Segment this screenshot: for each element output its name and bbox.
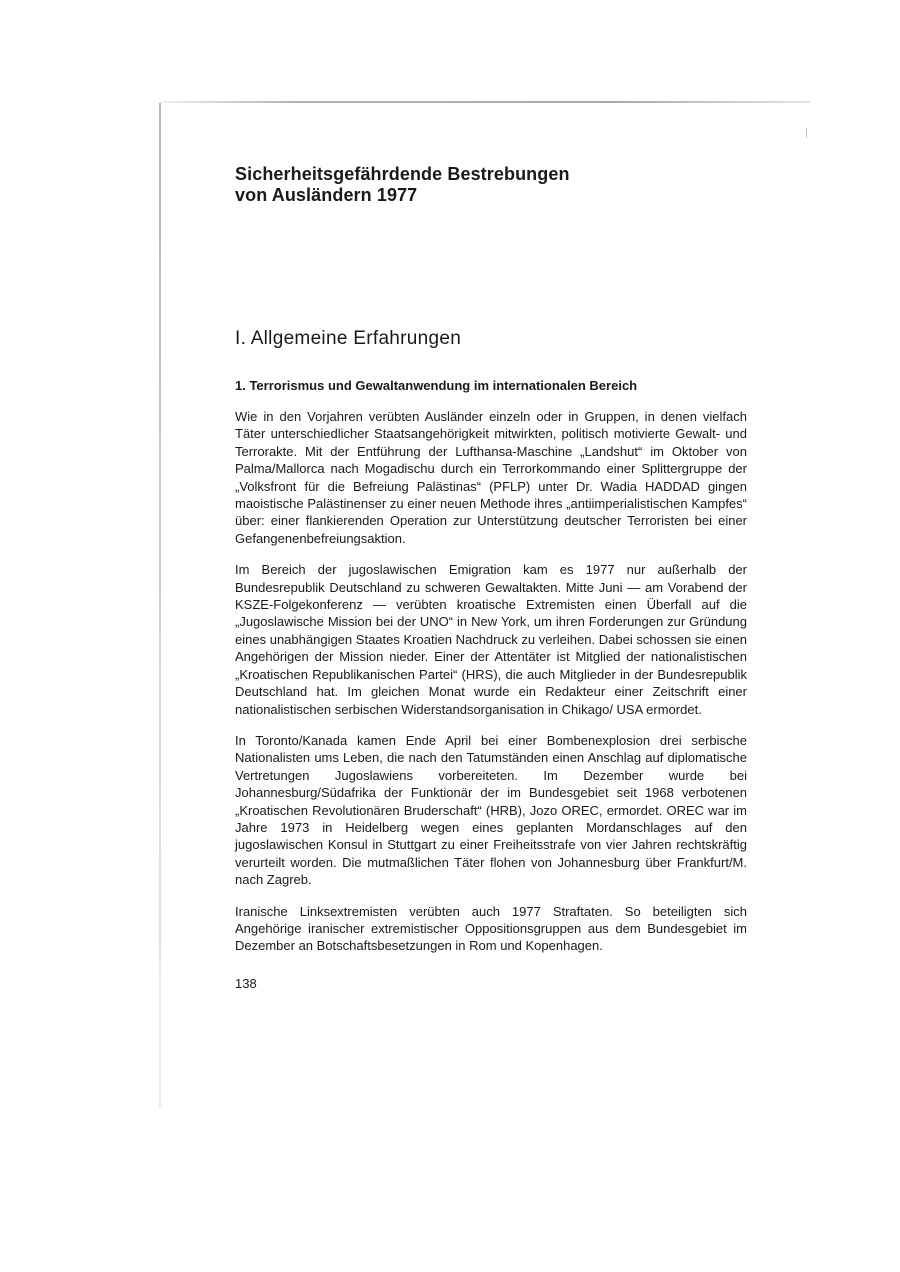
scan-edge-top [160,101,810,103]
page-content [235,164,747,992]
paragraph-terrorism: Wie in den Vorjahren verübten Ausländer einzeln oder in Gruppen, in denen vielfach Täter unterschiedlicher Staatsangehörigkeit mitwirkten, politisch motivierte Gewalt- und Terrorakte. Mit der Entführung der Lufthansa-Maschine „Landshut“ im Oktober von Palma/Mallorca nach Mogadischu durch ein Terrorkommando einer Splittergruppe der „Volksfront für die Befreiung Palästinas“ (PFLP) unter Dr. Wadia HADDAD gingen maoistische Palästinenser zu einer neuen Methode ihres „antiimperialistischen Kampfes“ über: einer flankierenden Operation zur Unterstützung deutscher Terroristen bei einer Gefangenenbefreiungsaktion. [235,409,747,546]
scan-edge-left [159,103,161,1108]
paragraph-yugoslav-emigration: Im Bereich der jugoslawischen Emigration kam es 1977 nur außerhalb der Bundesrepublik Deutschland zu schweren Gewaltakten. Mitte Juni — am Vorabend der KSZE-Folgekonferenz — verübten kroatische Extremisten einen Überfall auf die „Jugoslawische Mission bei der UNO“ in New York, um ihren Forderungen zur Gründung eines unabhängigen Staates Kroatien Nachdruck zu verleihen. Dabei schossen sie einen Angehörigen der Mission nieder. Einer der Attentäter ist Mitglied der nationalistischen „Kroatischen Republikanischen Partei“ (HRS), die auch Mitglieder in der Bundesrepublik Deutschland hat. Im gleichen Monat wurde ein Redakteur einer Zeitschrift einer nationalistischen serbischen Widerstandsorganisation in Chikago/ USA ermordet. [235,562,747,717]
paragraph-iranian-extremists: Iranische Linksextremisten verübten auch 1977 Straftaten. So beteiligten sich Angehörige iranischer extremistischer Oppositionsgruppen aus dem Bundesgebiet im Dezember an Botschaftsbesetzungen in Rom und Kopenhagen. [235,903,747,954]
section-heading: I. Allgemeine Erfahrungen [235,328,462,349]
scan-mark-right [806,128,807,138]
paragraph-toronto: In Toronto/Kanada kamen Ende April bei einer Bombenexplosion drei serbische Nationalisten ums Leben, die nach den Tatumständen einen Anschlag auf diplomatische Vertretungen Jugoslawiens vorbereiteten. Im Dezember wurde bei Johannesburg/Südafrika der Funktionär der im Bundesgebiet seit 1968 verbotenen „Kroatischen Revolutionären Bruderschaft“ (HRB), Jozo OREC, ermordet. OREC war im Jahre 1973 in Heidelberg wegen eines geplanten Mordanschlages auf den jugoslawischen Konsul in Stuttgart zu einer Freiheitsstrafe von vier Jahren rechtskräftig verurteilt worden. Die mutmaßlichen Täter flohen von Johannesburg über Frankfurt/M. nach Zagreb. [235,732,747,888]
page-number: 138 [235,975,257,991]
subsection-heading: 1. Terrorismus und Gewaltanwendung im internationalen Bereich [235,378,638,393]
document-title [235,164,747,206]
document-title-line-1: Sicherheitsgefährdende Bestrebungen [235,164,570,184]
document-title-line-2: von Ausländern 1977 [235,185,418,205]
